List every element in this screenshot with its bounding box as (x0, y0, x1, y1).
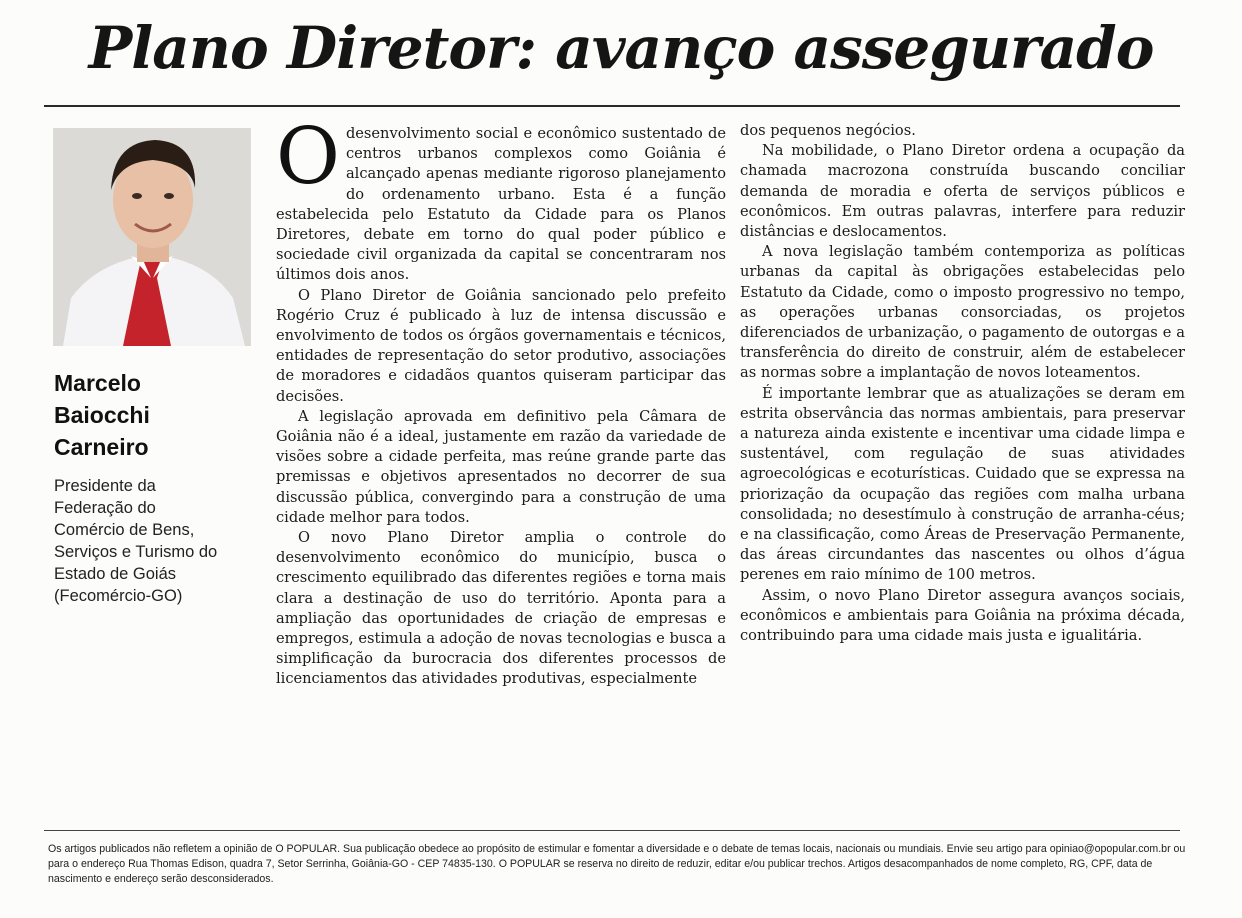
article-column-1 (276, 112, 726, 690)
article-paragraph: O novo Plano Diretor amplia o controle do desenvolvimento econômico do município, busca o crescimento equilibrado das diferentes regiões e torna mais clara a destinação de uso do território. Aponta para a ampliação das oportunidades de criação de empresas e empregos, estimula a adoção de novas tecnologias e busca a simplificação da burocracia dos diferentes processos de licenciamentos das atividades produtivas, especialmente (276, 529, 726, 688)
paragraph-text: desenvolvimento social e econômico sustentado de centros urbanos complexos como Goiânia é alcançado apenas mediante rigoroso planejamento do ordenamento urbano. Esta é a função estabelecida pelo Estatuto da Cidade para os Planos Diretores, debate em torno do qual poder público e sociedade civil organizada da capital se concentraram nos últimos dois anos. (276, 125, 726, 284)
bottom-divider (44, 830, 1180, 831)
article-paragraph (276, 112, 726, 286)
headline: Plano Diretor: avanço assegurado (88, 14, 1154, 82)
article-paragraph: É importante lembrar que as atualizações se deram em estrita observância das normas ambientais, para preservar a natureza ainda existente e incentivar uma cidade limpa e sustentável, com regulação de suas atividades agroecológicas e ecoturísticas. Cuidado que se expressa na priorização da ocupação das regiões com malha urbana consolidada; no desestímulo à construção de arranha-céus; e na classificação, como Áreas de Preservação Permanente, das áreas circundantes das nascentes ou olhos d’água perenes em raio mínimo de 100 metros. (740, 384, 1185, 584)
author-role-line: Estado de Goiás (54, 565, 176, 583)
disclaimer: Os artigos publicados não refletem a opinião de O POPULAR. Sua publicação obedece ao propósito de estimular e fomentar a diversidade e o debate de temas locais, nacionais ou mundiais. Envie seu artigo para opiniao@opopular.com.br ou para o endereço Rua Thomas Edison, quadra 7, Setor Serrinha, Goiânia-GO - CEP 74835-130. O POPULAR se reserva no direito de reduzir, editar e/ou publicar trechos. Artigos desacompanhados de nome completo, RG, CPF, data de nascimento e endereço serão desconsiderados. (48, 843, 1186, 885)
author-role-line: (Fecomércio-GO) (54, 587, 183, 605)
article-paragraph: Na mobilidade, o Plano Diretor ordena a ocupação da chamada macrozona construída buscando conciliar demanda de moradia e oferta de serviços públicos e econômicos. Em outras palavras, interfere para reduzir distâncias e deslocamentos. (740, 142, 1185, 241)
author-role (54, 475, 264, 607)
drop-cap: O (276, 112, 340, 202)
author-name-line: Baiocchi (54, 402, 150, 428)
author-role-line: Serviços e Turismo do (54, 543, 218, 561)
top-divider (44, 105, 1180, 107)
author-name-line: Marcelo (54, 370, 141, 396)
article-paragraph: Assim, o novo Plano Diretor assegura avanços sociais, econômicos e ambientais para Goiânia na próxima década, contribuindo para uma cidade mais justa e igualitária. (740, 586, 1185, 645)
author-name-line: Carneiro (54, 434, 149, 460)
author-role-line: Comércio de Bens, (54, 521, 195, 539)
author-role-line: Federação do (54, 499, 156, 517)
article-column-2 (740, 121, 1185, 646)
author-role-line: Presidente da (54, 477, 156, 495)
article-paragraph: A nova legislação também contemporiza as políticas urbanas da capital às obrigações estabelecidas pelo Estatuto da Cidade, como o imposto progressivo no tempo, as operações urbanas consorciadas, os projetos diferenciados de urbanização, o pagamento de outorgas e a transferência do direito de construir, além de estabelecer as normas sobre a implantação de novos loteamentos. (740, 243, 1185, 382)
author-photo (53, 128, 251, 346)
article-paragraph: O Plano Diretor de Goiânia sancionado pelo prefeito Rogério Cruz é publicado à luz de intensa discussão e envolvimento de todos os órgãos governamentais e técnicos, entidades de representação do setor produtivo, associações de moradores e cidadãos quantos quiseram participar das decisões. (276, 286, 726, 405)
author-name (54, 367, 254, 463)
article-paragraph: dos pequenos negócios. (740, 122, 916, 139)
article-paragraph: A legislação aprovada em definitivo pela Câmara de Goiânia não é a ideal, justamente em razão da variedade de visões sobre a cidade perfeita, mas reúne grande parte das premissas e objetivos apresentados no decorrer de sua discussão pública, convergindo para a construção de uma cidade melhor para todos. (276, 407, 726, 526)
